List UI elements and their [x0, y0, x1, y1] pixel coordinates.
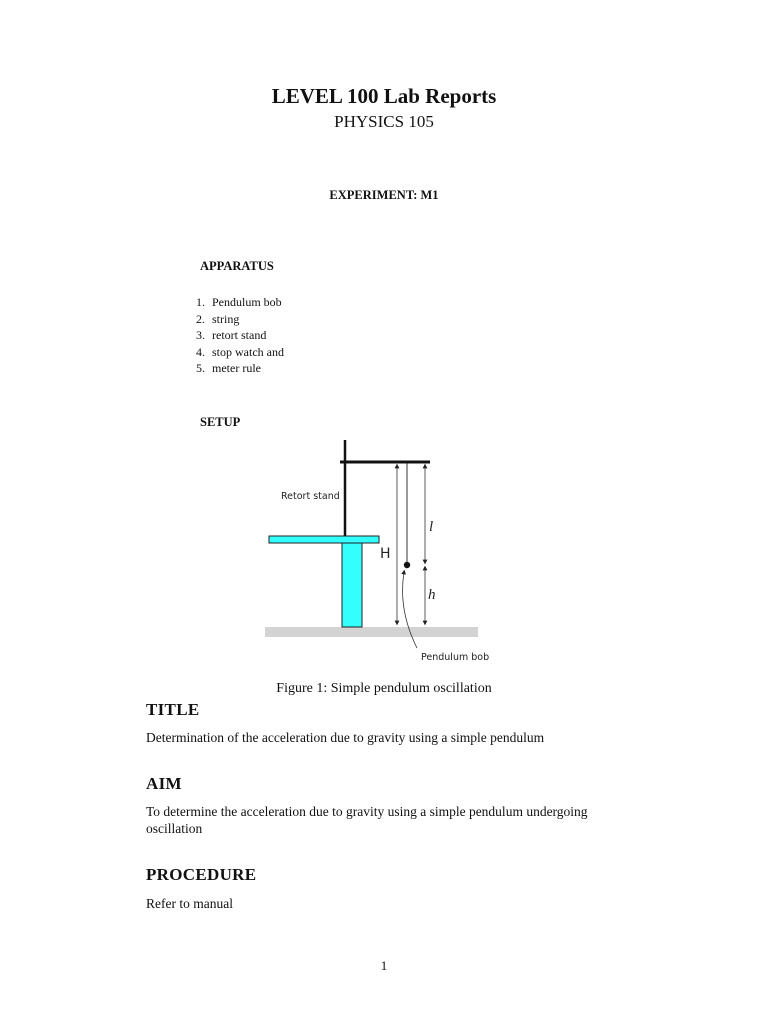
list-item-label: retort stand [212, 328, 267, 342]
retort-stand-label: Retort stand [281, 491, 340, 502]
list-item-number: 3. [196, 328, 205, 342]
title-body: Determination of the acceleration due to gravity using a simple pendulum [146, 730, 545, 745]
apparatus-heading: APPARATUS [200, 259, 274, 273]
document-title: LEVEL 100 Lab Reports [271, 84, 497, 108]
list-item-label: Pendulum bob [212, 295, 282, 309]
low-height-label: h [428, 587, 436, 603]
pendulum-bob [404, 562, 410, 568]
procedure-body: Refer to manual [146, 896, 233, 911]
table-leg [342, 543, 362, 627]
setup-heading: SETUP [200, 415, 241, 429]
pendulum-bob-label: Pendulum bob [421, 652, 490, 663]
table-top [269, 536, 379, 543]
list-item-label: meter rule [212, 361, 261, 375]
list-item-number: 1. [196, 295, 205, 309]
length-label: l [429, 519, 434, 535]
list-item-number: 5. [196, 361, 205, 375]
experiment-label: EXPERIMENT: M1 [329, 188, 439, 202]
list-item-label: stop watch and [212, 344, 284, 359]
title-heading: TITLE [146, 700, 200, 719]
procedure-heading: PROCEDURE [146, 865, 257, 884]
document-subtitle: PHYSICS 105 [334, 112, 434, 131]
floor [265, 627, 478, 637]
aim-body: To determine the acceleration due to gravity using a simple pendulum undergoing oscillation [146, 804, 588, 836]
page-number: 1 [380, 958, 388, 973]
list-item-number: 2. [196, 311, 205, 326]
figure-caption: Figure 1: Simple pendulum oscillation [276, 681, 492, 696]
list-item-number: 4. [196, 344, 205, 359]
list-item-label: string [212, 311, 240, 326]
height-label: H [380, 546, 391, 562]
aim-heading: AIM [146, 774, 182, 793]
